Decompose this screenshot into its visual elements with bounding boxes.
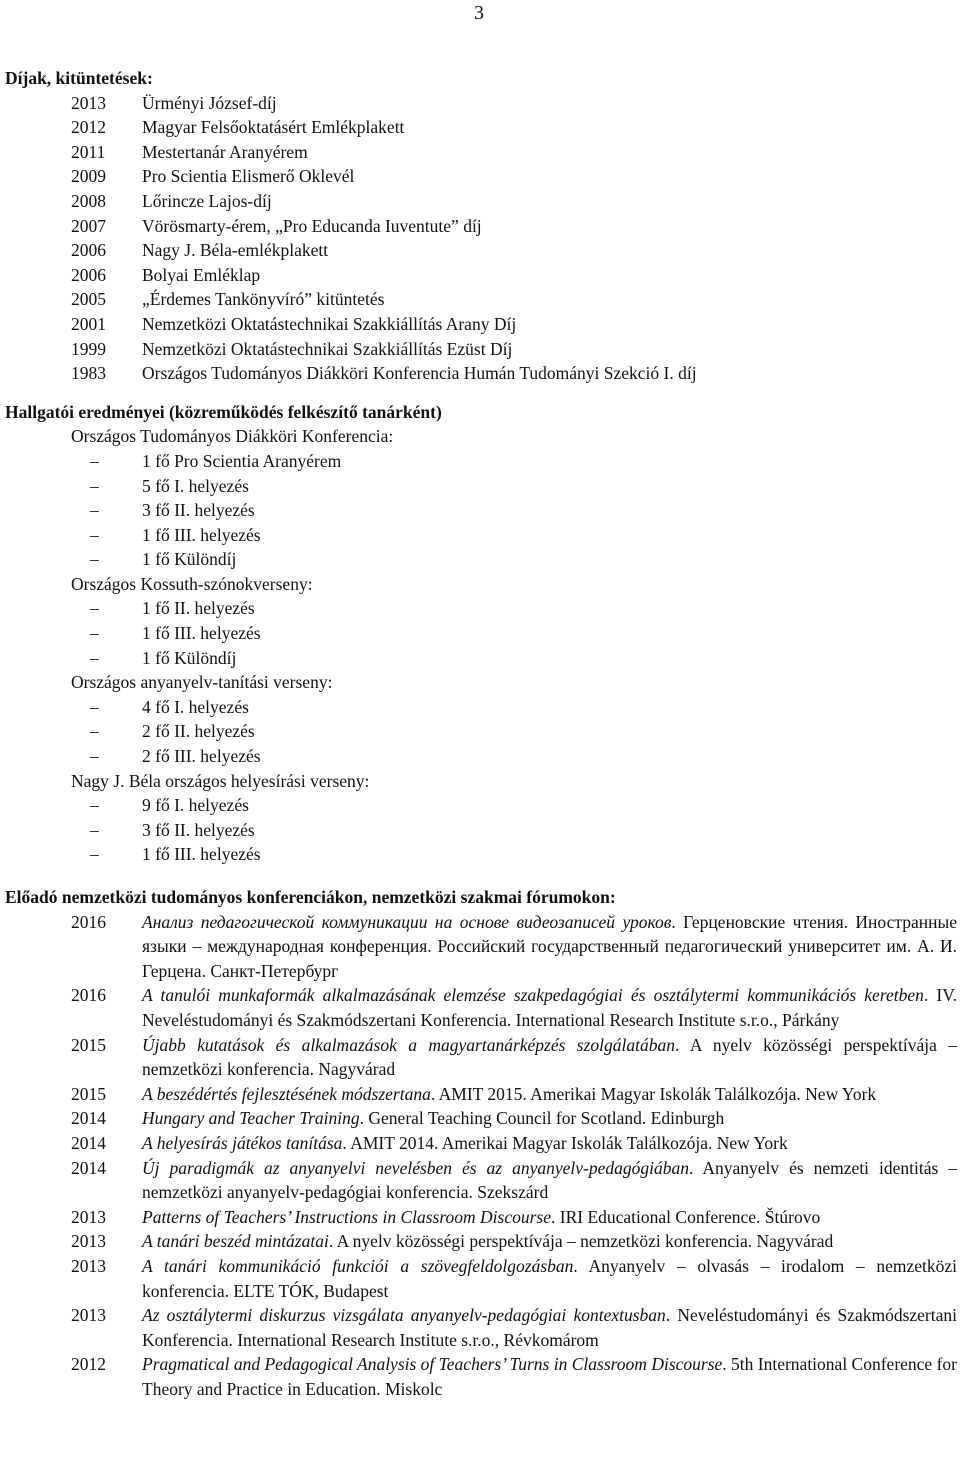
result-text: 1 fő Különdíj — [142, 549, 237, 570]
conference-entry — [142, 1033, 957, 1082]
conference-row — [5, 1033, 957, 1082]
result-item — [5, 596, 957, 621]
conference-details: . Герценовские чтения. Иностранные языки – международная конференция. Российский государственный педагогический университет им. А. И. Герцена. Санкт-Петербург — [142, 911, 957, 981]
competition-heading: Országos Kossuth-szónokverseny: — [71, 573, 313, 594]
result-text: 1 fő III. helyezés — [142, 844, 261, 865]
award-text: Magyar Felsőoktatásért Emlékplakett — [142, 117, 405, 138]
talk-title: Az osztálytermi diskurzus vizsgálata anyanyelv-pedagógiai kontextusban — [142, 1305, 666, 1326]
award-year: 2001 — [71, 313, 106, 334]
award-year: 2008 — [71, 190, 106, 211]
students-title: Hallgatói eredményei (közreműködés felkészítő tanárként) — [5, 401, 442, 422]
award-text: Mestertanár Aranyérem — [142, 141, 308, 162]
conference-details: . IRI Educational Conference. Štúrovo — [551, 1206, 821, 1227]
conference-year: 2016 — [71, 985, 106, 1006]
conference-row — [5, 1254, 957, 1303]
conference-row — [5, 1131, 957, 1156]
conference-entry — [142, 1303, 957, 1352]
conference-year: 2014 — [71, 1108, 106, 1129]
result-text: 4 fő I. helyezés — [142, 696, 249, 717]
conference-row — [5, 1352, 957, 1401]
award-text: Nemzetközi Oktatástechnikai Szakkiállítás Arany Díj — [142, 313, 517, 334]
conference-row — [5, 1303, 957, 1352]
result-item — [5, 523, 957, 548]
award-text: Nemzetközi Oktatástechnikai Szakkiállítás Ezüst Díj — [142, 338, 513, 359]
award-year: 2013 — [71, 92, 106, 113]
conference-year: 2012 — [71, 1354, 106, 1375]
conference-row — [5, 1156, 957, 1205]
award-year: 1983 — [71, 363, 106, 384]
award-year: 2007 — [71, 215, 106, 236]
conference-entry — [142, 910, 957, 984]
result-text: 1 fő II. helyezés — [142, 598, 255, 619]
awards-title: Díjak, kitüntetések: — [5, 68, 153, 88]
award-year: 2006 — [71, 264, 106, 285]
talk-title: Új paradigmák az anyanyelvi nevelésben és az anyanyelv-pedagógiában — [142, 1157, 689, 1178]
award-row — [5, 214, 957, 239]
conference-entry — [142, 1229, 957, 1254]
conferences-list — [5, 910, 957, 1402]
conference-entry — [142, 1082, 957, 1107]
conference-row — [5, 1205, 957, 1230]
conferences-section — [5, 885, 957, 1401]
talk-title: A helyesírás játékos tanítása — [142, 1132, 343, 1153]
conference-entry — [142, 1131, 957, 1156]
award-row — [5, 287, 957, 312]
dash-bullet: – — [90, 819, 99, 840]
award-row — [5, 238, 957, 263]
result-text: 1 fő Pro Scientia Aranyérem — [142, 450, 342, 471]
dash-bullet: – — [90, 500, 99, 521]
conference-row — [5, 1082, 957, 1107]
award-text: Lőrincze Lajos-díj — [142, 190, 272, 211]
result-text: 2 fő II. helyezés — [142, 721, 255, 742]
dash-bullet: – — [90, 647, 99, 668]
dash-bullet: – — [90, 598, 99, 619]
conference-entry — [142, 1254, 957, 1303]
result-item — [5, 449, 957, 474]
dash-bullet: – — [90, 721, 99, 742]
conference-row — [5, 983, 957, 1032]
result-item — [5, 842, 957, 867]
award-row — [5, 361, 957, 386]
conference-details: . Neveléstudományi és Szakmódszertani Konferencia. International Research Institute s.r.o., Révkomárom — [142, 1305, 957, 1350]
talk-title: Pragmatical and Pedagogical Analysis of Teachers’ Turns in Classroom Discourse — [142, 1354, 723, 1375]
conference-year: 2013 — [71, 1305, 106, 1326]
students-section — [5, 400, 957, 867]
conference-year: 2015 — [71, 1034, 106, 1055]
dash-bullet: – — [90, 475, 99, 496]
conference-entry — [142, 1352, 957, 1401]
result-text: 3 fő II. helyezés — [142, 500, 255, 521]
competition-heading: Nagy J. Béla országos helyesírási verseny: — [71, 770, 370, 791]
conference-details: . Anyanyelv – olvasás – irodalom – nemzetközi konferencia. ELTE TÓK, Budapest — [142, 1255, 957, 1301]
dash-bullet: – — [90, 549, 99, 570]
conference-details: . AMIT 2014. Amerikai Magyar Iskolák Találkozója. New York — [342, 1132, 788, 1153]
award-year: 2005 — [71, 289, 106, 310]
talk-title: A tanulói munkaformák alkalmazásának elemzése szakpedagógiai és osztálytermi kommunikációs keretben — [142, 985, 924, 1006]
result-item — [5, 793, 957, 818]
conference-details: . A nyelv közösségi perspektívája – nemzetközi konferencia. Nagyvárad — [328, 1231, 834, 1252]
award-row — [5, 263, 957, 288]
dash-bullet: – — [90, 524, 99, 545]
result-item — [5, 744, 957, 769]
result-item — [5, 498, 957, 523]
talk-title: Анализ педагогической коммуникации на основе видеозаписей уроков — [142, 911, 672, 932]
award-row — [5, 115, 957, 140]
talk-title: A tanári kommunikáció funkciói a szövegfeldolgozásban — [142, 1255, 574, 1276]
result-text: 3 fő II. helyezés — [142, 819, 255, 840]
award-text: Nagy J. Béla-emlékplakett — [142, 240, 329, 261]
award-text: Vörösmarty-érem, „Pro Educanda Iuventute” díj — [142, 215, 482, 236]
conference-details: . AMIT 2015. Amerikai Magyar Iskolák Találkozója. New York — [430, 1083, 877, 1104]
award-row — [5, 140, 957, 165]
talk-title: Patterns of Teachers’ Instructions in Classroom Discourse — [142, 1206, 551, 1227]
talk-title: Hungary and Teacher Training — [142, 1108, 360, 1129]
result-item — [5, 695, 957, 720]
conference-details: . General Teaching Council for Scotland. Edinburgh — [359, 1108, 725, 1129]
result-item — [5, 818, 957, 843]
award-text: Ürményi József-díj — [142, 92, 277, 113]
competition-heading: Országos Tudományos Diákköri Konferencia: — [71, 426, 394, 447]
award-year: 2006 — [71, 240, 106, 261]
conference-details: . IV. Neveléstudományi és Szakmódszertani Konferencia. International Research Institute s.r.o., Párkány — [142, 985, 957, 1030]
conference-details: . Anyanyelv és nemzeti identitás – nemzetközi anyanyelv-pedagógiai konferencia. Szekszárd — [142, 1157, 958, 1203]
award-row — [5, 312, 957, 337]
result-text: 1 fő III. helyezés — [142, 623, 261, 644]
result-text: 2 fő III. helyezés — [142, 746, 261, 767]
conference-year: 2014 — [71, 1132, 106, 1153]
awards-list — [5, 91, 957, 386]
award-year: 2011 — [71, 141, 106, 162]
conference-details: . A nyelv közösségi perspektívája – nemzetközi konferencia. Nagyvárad — [142, 1034, 957, 1080]
conference-year: 2015 — [71, 1083, 106, 1104]
conference-details: . 5th International Conference for Theory and Practice in Education. Miskolc — [142, 1354, 957, 1399]
dash-bullet: – — [90, 696, 99, 717]
result-text: 5 fő I. helyezés — [142, 475, 249, 496]
result-item — [5, 474, 957, 499]
dash-bullet: – — [90, 450, 99, 471]
award-row — [5, 189, 957, 214]
conference-year: 2013 — [71, 1231, 106, 1252]
talk-title: A tanári beszéd mintázatai — [142, 1231, 329, 1252]
dash-bullet: – — [90, 844, 99, 865]
result-text: 9 fő I. helyezés — [142, 795, 249, 816]
conference-year: 2016 — [71, 911, 106, 932]
award-year: 1999 — [71, 338, 106, 359]
conference-row — [5, 1229, 957, 1254]
page-number: 3 — [474, 2, 484, 24]
conference-entry — [142, 1205, 957, 1230]
result-text: 1 fő III. helyezés — [142, 524, 261, 545]
award-row — [5, 337, 957, 362]
dash-bullet: – — [90, 623, 99, 644]
award-text: Országos Tudományos Diákköri Konferencia Humán Tudományi Szekció I. díj — [142, 363, 697, 384]
result-text: 1 fő Különdíj — [142, 647, 237, 668]
awards-section — [5, 66, 957, 386]
conference-row — [5, 1106, 957, 1131]
award-text: Pro Scientia Elismerő Oklevél — [142, 166, 355, 187]
talk-title: Újabb kutatások és alkalmazások a magyartanárképzés szolgálatában — [142, 1034, 676, 1055]
award-year: 2012 — [71, 117, 106, 138]
conference-year: 2014 — [71, 1157, 106, 1178]
dash-bullet: – — [90, 746, 99, 767]
result-item — [5, 719, 957, 744]
award-year: 2009 — [71, 166, 106, 187]
award-text: Bolyai Emléklap — [142, 264, 261, 285]
conference-entry — [142, 1106, 957, 1131]
document-body — [5, 66, 957, 1401]
award-row — [5, 91, 957, 116]
result-item — [5, 646, 957, 671]
award-text: „Érdemes Tankönyvíró” kitüntetés — [142, 289, 385, 310]
talk-title: A beszédértés fejlesztésének módszertana — [142, 1083, 431, 1104]
competition-heading: Országos anyanyelv-tanítási verseny: — [71, 672, 333, 693]
conference-year: 2013 — [71, 1255, 106, 1276]
conference-row — [5, 910, 957, 984]
conferences-title: Előadó nemzetközi tudományos konferenciákon, nemzetközi szakmai fórumokon: — [5, 887, 616, 907]
result-item — [5, 621, 957, 646]
conference-entry — [142, 1156, 957, 1205]
dash-bullet: – — [90, 795, 99, 816]
conference-entry — [142, 983, 957, 1032]
result-item — [5, 547, 957, 572]
conference-year: 2013 — [71, 1206, 106, 1227]
award-row — [5, 164, 957, 189]
students-list — [5, 424, 957, 867]
